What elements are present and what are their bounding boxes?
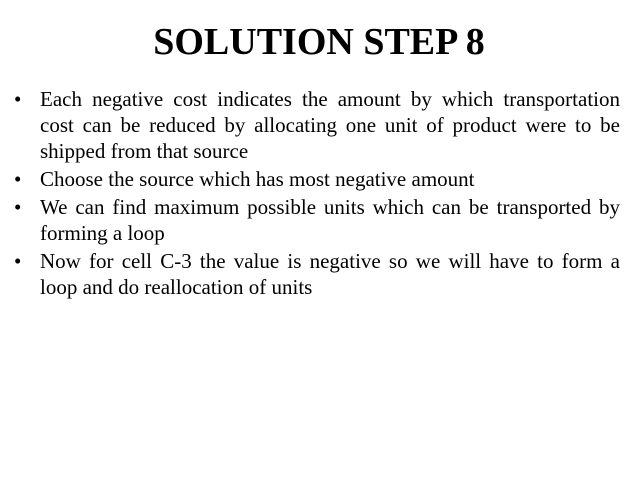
bullet-item [14,248,620,300]
bullet-item [14,194,620,246]
bullet-dot-icon: • [14,87,22,111]
bullet-list [14,86,620,302]
bullet-item [14,166,620,192]
bullet-dot-icon: • [14,249,22,273]
bullet-text: Each negative cost indicates the amount by which transportation cost can be reduced by allocating one unit of product were to be shipped from that source [40,87,620,163]
bullet-dot-icon: • [14,167,22,191]
bullet-text: We can find maximum possible units which can be transported by forming a loop [40,195,620,245]
slide-title: SOLUTION STEP 8 [153,21,485,63]
bullet-dot-icon: • [14,195,22,219]
bullet-text: Now for cell C-3 the value is negative so we will have to form a loop and do reallocation of units [40,249,620,299]
bullet-text: Choose the source which has most negative amount [40,167,475,191]
bullet-item [14,86,620,164]
